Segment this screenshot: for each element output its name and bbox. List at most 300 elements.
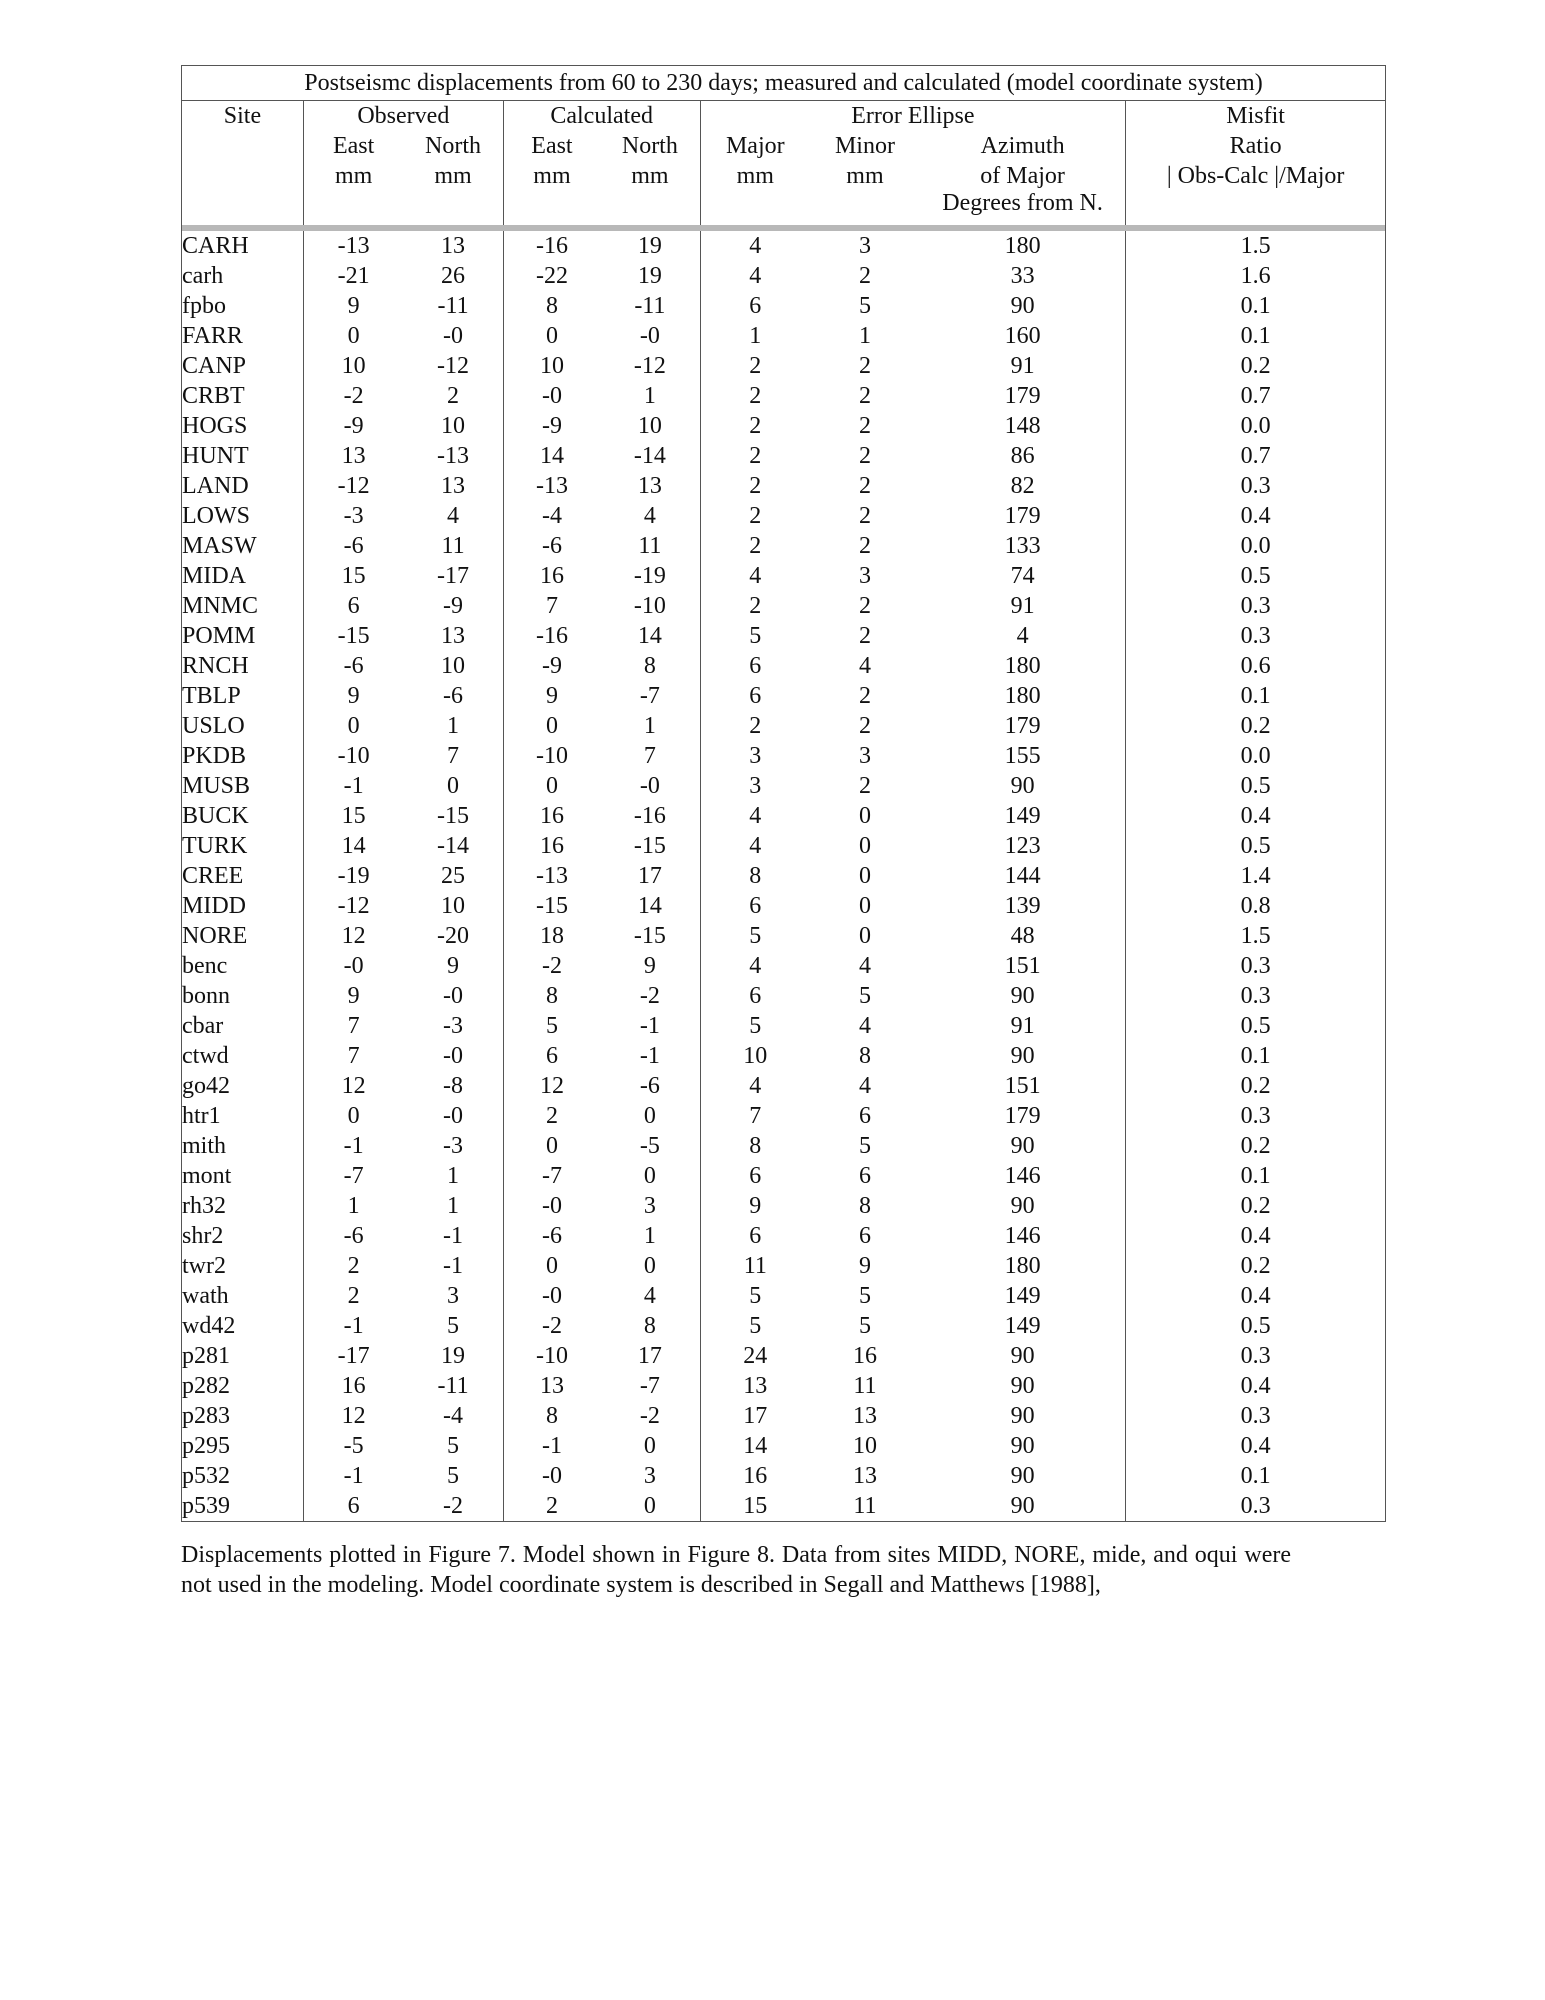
- cell-obs-north: -11: [437, 1373, 469, 1399]
- cell-misfit-ratio: 0.1: [1126, 1461, 1386, 1491]
- cell-site: rh32: [182, 1191, 304, 1221]
- cell-minor: 8: [858, 1043, 871, 1069]
- cell-misfit-ratio: 0.0: [1126, 411, 1386, 441]
- table-row: [182, 1341, 1386, 1371]
- cell-misfit-ratio: 0.3: [1126, 1341, 1386, 1371]
- cell-major: 2: [700, 501, 810, 531]
- cell-calc-north: 3: [643, 1463, 656, 1489]
- cell-site: HUNT: [182, 441, 304, 471]
- cell-misfit-ratio: 0.4: [1126, 1221, 1386, 1251]
- cell-major: 17: [700, 1401, 810, 1431]
- cell-calc-north: 19: [637, 233, 662, 259]
- cell-major: 5: [700, 1011, 810, 1041]
- cell-site: mith: [182, 1131, 304, 1161]
- cell-azimuth: 91: [1010, 1013, 1035, 1039]
- cell-calc-east: 13: [503, 1371, 600, 1401]
- cell-minor: 5: [858, 1133, 871, 1159]
- cell-azimuth: 90: [1010, 983, 1035, 1009]
- cell-azimuth: 90: [1010, 1133, 1035, 1159]
- cell-misfit-ratio: 0.3: [1126, 621, 1386, 651]
- cell-calc-east: 6: [503, 1041, 600, 1071]
- cell-major: 16: [700, 1461, 810, 1491]
- cell-obs-north: -0: [443, 323, 464, 349]
- cell-major: 4: [700, 561, 810, 591]
- cell-misfit-ratio: 0.3: [1126, 471, 1386, 501]
- subhead-obs-east: East: [303, 131, 403, 161]
- cell-site: MIDA: [182, 561, 304, 591]
- cell-obs-north: -9: [443, 593, 464, 619]
- cell-azimuth: 155: [1004, 743, 1041, 769]
- cell-calc-north: -12: [633, 353, 666, 379]
- subhead-major: Major: [700, 131, 810, 161]
- cell-calc-north: -14: [633, 443, 666, 469]
- cell-obs-east: 0: [303, 321, 403, 351]
- cell-calc-north: -2: [639, 983, 660, 1009]
- cell-minor: 2: [858, 353, 871, 379]
- cell-obs-east: -5: [303, 1431, 403, 1461]
- cell-site: HOGS: [182, 411, 304, 441]
- cell-azimuth: 90: [920, 1491, 1126, 1522]
- cell-misfit-ratio: 0.7: [1126, 381, 1386, 411]
- cell-major: 4: [700, 231, 810, 261]
- cell-misfit-ratio: 0.5: [1126, 1011, 1386, 1041]
- cell-obs-north: 13: [441, 473, 466, 499]
- cell-minor: 0: [858, 923, 871, 949]
- cell-azimuth: 144: [1004, 863, 1041, 889]
- cell-major: 9: [700, 1191, 810, 1221]
- cell-obs-east: 9: [303, 291, 403, 321]
- cell-obs-east: 7: [303, 1041, 403, 1071]
- cell-major: 10: [700, 1041, 810, 1071]
- cell-calc-east: 8: [503, 1401, 600, 1431]
- cell-site: p539: [182, 1491, 304, 1522]
- cell-site: go42: [182, 1071, 304, 1101]
- cell-site: FARR: [182, 321, 304, 351]
- cell-obs-east: 0: [303, 1101, 403, 1131]
- cell-minor: 16: [852, 1343, 877, 1369]
- cell-site: PKDB: [182, 741, 304, 771]
- table-row: [182, 1251, 1386, 1281]
- cell-obs-east: -21: [303, 261, 403, 291]
- cell-azimuth: 180: [1004, 233, 1041, 259]
- cell-minor: 5: [858, 1283, 871, 1309]
- table-row: [182, 1311, 1386, 1341]
- table-row: [182, 1161, 1386, 1191]
- cell-minor: 2: [858, 593, 871, 619]
- cell-obs-east: 2: [303, 1251, 403, 1281]
- table-row: [182, 231, 1386, 261]
- cell-obs-east: 13: [303, 441, 403, 471]
- header-calculated: Calculated: [503, 101, 700, 132]
- cell-minor: 2: [858, 443, 871, 469]
- cell-major: 5: [700, 621, 810, 651]
- cell-site: bonn: [182, 981, 304, 1011]
- cell-minor: 3: [858, 233, 871, 259]
- cell-obs-north: -8: [443, 1073, 464, 1099]
- cell-minor: 11: [853, 1373, 877, 1399]
- cell-site: NORE: [182, 921, 304, 951]
- cell-major: 4: [700, 831, 810, 861]
- cell-obs-east: 9: [303, 681, 403, 711]
- cell-major: 4: [700, 801, 810, 831]
- cell-calc-north: 0: [643, 1253, 656, 1279]
- cell-major: 1: [700, 321, 810, 351]
- displacement-table: [181, 65, 1386, 1522]
- cell-misfit-ratio: 1.4: [1126, 861, 1386, 891]
- cell-calc-east: -6: [503, 1221, 600, 1251]
- cell-obs-north: -0: [443, 1103, 464, 1129]
- cell-calc-north: 4: [643, 503, 656, 529]
- cell-calc-north: 4: [643, 1283, 656, 1309]
- cell-calc-east: 0: [503, 321, 600, 351]
- cell-obs-east: -0: [303, 951, 403, 981]
- cell-misfit-ratio: 0.2: [1126, 1071, 1386, 1101]
- cell-calc-north: 0: [643, 1163, 656, 1189]
- cell-major: 13: [700, 1371, 810, 1401]
- cell-azimuth: 48: [1010, 923, 1035, 949]
- cell-azimuth: 74: [1010, 563, 1035, 589]
- cell-calc-north: 14: [637, 623, 662, 649]
- header-error-ellipse: Error Ellipse: [700, 101, 1126, 132]
- cell-misfit-ratio: 0.1: [1126, 1041, 1386, 1071]
- cell-major: 6: [700, 981, 810, 1011]
- cell-obs-east: -6: [303, 531, 403, 561]
- cell-major: 6: [700, 291, 810, 321]
- cell-calc-east: -0: [503, 1461, 600, 1491]
- cell-calc-north: 19: [637, 263, 662, 289]
- cell-obs-north: 10: [441, 413, 466, 439]
- cell-calc-east: -10: [503, 741, 600, 771]
- cell-azimuth: 90: [1010, 1403, 1035, 1429]
- cell-obs-north: 25: [441, 863, 466, 889]
- cell-calc-north: 0: [600, 1491, 700, 1522]
- cell-calc-north: 13: [637, 473, 662, 499]
- subhead-minor: Minor: [834, 133, 895, 159]
- unit-misfit: | Obs-Calc |/Major: [1126, 161, 1386, 191]
- cell-calc-east: -2: [503, 1311, 600, 1341]
- cell-azimuth: 139: [1004, 893, 1041, 919]
- cell-obs-east: -17: [303, 1341, 403, 1371]
- cell-calc-north: -0: [639, 773, 660, 799]
- cell-azimuth: 179: [1004, 383, 1041, 409]
- cell-obs-north: -4: [443, 1403, 464, 1429]
- cell-obs-north: 3: [447, 1283, 460, 1309]
- cell-misfit-ratio: 0.5: [1126, 561, 1386, 591]
- cell-calc-east: -10: [503, 1341, 600, 1371]
- cell-obs-east: 6: [303, 1491, 403, 1522]
- cell-misfit-ratio: 0.7: [1126, 441, 1386, 471]
- table-row: [182, 1131, 1386, 1161]
- table-row: [182, 1011, 1386, 1041]
- cell-calc-east: 10: [503, 351, 600, 381]
- cell-calc-east: -2: [503, 951, 600, 981]
- cell-major: 3: [700, 741, 810, 771]
- cell-calc-east: -16: [503, 231, 600, 261]
- cell-misfit-ratio: 0.3: [1126, 981, 1386, 1011]
- cell-obs-east: -9: [303, 411, 403, 441]
- cell-obs-north: -6: [443, 683, 464, 709]
- cell-obs-east: 16: [303, 1371, 403, 1401]
- cell-obs-east: 15: [303, 801, 403, 831]
- cell-misfit-ratio: 0.1: [1126, 681, 1386, 711]
- cell-misfit-ratio: 1.5: [1126, 921, 1386, 951]
- table-row: [182, 1041, 1386, 1071]
- table-row: [182, 1281, 1386, 1311]
- table-row: [182, 411, 1386, 441]
- cell-obs-east: 12: [303, 921, 403, 951]
- cell-site: fpbo: [182, 291, 304, 321]
- cell-obs-east: -1: [303, 1311, 403, 1341]
- cell-calc-east: -13: [503, 471, 600, 501]
- cell-obs-north: -1: [443, 1253, 464, 1279]
- cell-minor: 2: [858, 713, 871, 739]
- cell-misfit-ratio: 0.2: [1126, 351, 1386, 381]
- cell-obs-east: 1: [303, 1191, 403, 1221]
- cell-azimuth: 180: [1004, 653, 1041, 679]
- cell-obs-east: -15: [303, 621, 403, 651]
- cell-calc-north: 0: [643, 1433, 656, 1459]
- cell-calc-north: 3: [643, 1193, 656, 1219]
- cell-minor: 0: [858, 863, 871, 889]
- cell-obs-north: 2: [447, 383, 460, 409]
- table-row: [182, 1191, 1386, 1221]
- cell-site: mont: [182, 1161, 304, 1191]
- cell-site: p283: [182, 1401, 304, 1431]
- cell-obs-east: 15: [303, 561, 403, 591]
- cell-misfit-ratio: 0.4: [1126, 1281, 1386, 1311]
- table-row: [182, 1401, 1386, 1431]
- cell-azimuth: 146: [1004, 1163, 1041, 1189]
- cell-misfit-ratio: 0.1: [1126, 321, 1386, 351]
- cell-obs-east: -7: [303, 1161, 403, 1191]
- cell-site: BUCK: [182, 801, 304, 831]
- subhead-azimuth: Azimuth: [980, 133, 1065, 159]
- cell-calc-east: -9: [503, 411, 600, 441]
- cell-calc-north: -19: [633, 563, 666, 589]
- cell-minor: 2: [858, 533, 871, 559]
- cell-obs-north: -2: [403, 1491, 503, 1522]
- cell-azimuth: 179: [1004, 503, 1041, 529]
- cell-site: POMM: [182, 621, 304, 651]
- cell-obs-east: -6: [303, 651, 403, 681]
- cell-site: p532: [182, 1461, 304, 1491]
- cell-calc-north: -0: [639, 323, 660, 349]
- cell-misfit-ratio: 0.3: [1126, 1401, 1386, 1431]
- cell-obs-east: 10: [303, 351, 403, 381]
- cell-major: 2: [700, 711, 810, 741]
- cell-obs-north: 5: [447, 1313, 460, 1339]
- cell-site: LAND: [182, 471, 304, 501]
- cell-site: TBLP: [182, 681, 304, 711]
- cell-site: twr2: [182, 1251, 304, 1281]
- header-observed: Observed: [303, 101, 503, 132]
- cell-site: p295: [182, 1431, 304, 1461]
- cell-major: 7: [700, 1101, 810, 1131]
- cell-azimuth: 149: [1004, 803, 1041, 829]
- table-row: [182, 921, 1386, 951]
- unit-calc-north: mm: [631, 163, 669, 189]
- cell-obs-east: -6: [303, 1221, 403, 1251]
- unit-azimuth: of Major: [980, 163, 1065, 189]
- cell-calc-east: -9: [503, 651, 600, 681]
- cell-calc-north: -11: [634, 293, 666, 319]
- cell-calc-north: 8: [643, 1313, 656, 1339]
- table-row: [182, 861, 1386, 891]
- cell-azimuth: 4: [1016, 623, 1029, 649]
- cell-misfit-ratio: 0.5: [1126, 831, 1386, 861]
- cell-major: 5: [700, 921, 810, 951]
- cell-minor: 2: [858, 773, 871, 799]
- cell-azimuth: 90: [1010, 1463, 1035, 1489]
- cell-major: 2: [700, 531, 810, 561]
- subhead-obs-north: North: [425, 133, 482, 159]
- table-row: [182, 801, 1386, 831]
- cell-site: ctwd: [182, 1041, 304, 1071]
- table-row: [182, 291, 1386, 321]
- table-row: [182, 621, 1386, 651]
- cell-major: 5: [700, 1281, 810, 1311]
- cell-minor: 11: [810, 1491, 920, 1522]
- cell-obs-north: 1: [447, 1193, 460, 1219]
- cell-azimuth: 90: [1010, 1373, 1035, 1399]
- cell-minor: 6: [858, 1223, 871, 1249]
- cell-calc-north: 14: [637, 893, 662, 919]
- table-row: [182, 981, 1386, 1011]
- cell-major: 5: [700, 1311, 810, 1341]
- cell-azimuth: 148: [1004, 413, 1041, 439]
- cell-obs-north: -15: [437, 803, 470, 829]
- table-row: [182, 1431, 1386, 1461]
- cell-minor: 1: [858, 323, 871, 349]
- cell-major: 6: [700, 1221, 810, 1251]
- table-row: [182, 951, 1386, 981]
- cell-obs-north: 5: [447, 1433, 460, 1459]
- cell-site: carh: [182, 261, 304, 291]
- cell-azimuth: 179: [1004, 713, 1041, 739]
- table-row: [182, 531, 1386, 561]
- cell-site: htr1: [182, 1101, 304, 1131]
- cell-calc-east: 16: [503, 801, 600, 831]
- cell-site: CRBT: [182, 381, 304, 411]
- cell-obs-north: -1: [443, 1223, 464, 1249]
- cell-azimuth: 160: [1004, 323, 1041, 349]
- table-row: [182, 1461, 1386, 1491]
- cell-obs-north: 11: [441, 533, 465, 559]
- cell-calc-east: 2: [503, 1491, 600, 1522]
- cell-calc-east: -0: [503, 1191, 600, 1221]
- cell-misfit-ratio: 0.2: [1126, 1131, 1386, 1161]
- table-row: [182, 561, 1386, 591]
- cell-site: wath: [182, 1281, 304, 1311]
- cell-calc-north: -15: [633, 833, 666, 859]
- table-row: [182, 681, 1386, 711]
- cell-obs-east: 14: [303, 831, 403, 861]
- cell-misfit-ratio: 0.8: [1126, 891, 1386, 921]
- cell-calc-north: -15: [633, 923, 666, 949]
- cell-azimuth: 91: [1010, 353, 1035, 379]
- cell-obs-north: -0: [443, 983, 464, 1009]
- cell-major: 3: [700, 771, 810, 801]
- cell-obs-north: 5: [447, 1463, 460, 1489]
- cell-misfit-ratio: 0.4: [1126, 801, 1386, 831]
- cell-misfit-ratio: 1.5: [1126, 231, 1386, 261]
- cell-obs-north: 9: [447, 953, 460, 979]
- cell-calc-north: -2: [639, 1403, 660, 1429]
- cell-obs-east: 7: [303, 1011, 403, 1041]
- cell-site: MUSB: [182, 771, 304, 801]
- cell-azimuth: 151: [1004, 953, 1041, 979]
- cell-calc-north: 1: [643, 383, 656, 409]
- cell-calc-north: 7: [643, 743, 656, 769]
- cell-calc-east: 9: [503, 681, 600, 711]
- cell-minor: 9: [858, 1253, 871, 1279]
- cell-site: CARH: [182, 231, 304, 261]
- cell-obs-north: -11: [437, 293, 469, 319]
- cell-obs-north: -14: [437, 833, 470, 859]
- cell-calc-east: 16: [503, 561, 600, 591]
- cell-calc-east: 8: [503, 291, 600, 321]
- cell-major: 15: [700, 1491, 810, 1522]
- cell-calc-north: 11: [638, 533, 662, 559]
- cell-minor: 10: [852, 1433, 877, 1459]
- cell-azimuth: 90: [1010, 1343, 1035, 1369]
- cell-site: benc: [182, 951, 304, 981]
- cell-azimuth: 82: [1010, 473, 1035, 499]
- cell-calc-north: -7: [639, 1373, 660, 1399]
- cell-obs-east: -3: [303, 501, 403, 531]
- unit-minor: mm: [846, 163, 884, 189]
- table-row: [182, 1491, 1386, 1522]
- cell-calc-east: -1: [503, 1431, 600, 1461]
- cell-obs-north: 10: [441, 893, 466, 919]
- cell-azimuth: 146: [1004, 1223, 1041, 1249]
- cell-calc-north: -7: [639, 683, 660, 709]
- cell-site: cbar: [182, 1011, 304, 1041]
- cell-site: MASW: [182, 531, 304, 561]
- cell-site: RNCH: [182, 651, 304, 681]
- cell-obs-east: 9: [303, 981, 403, 1011]
- table-row: [182, 891, 1386, 921]
- cell-site: MNMC: [182, 591, 304, 621]
- cell-calc-east: 0: [503, 771, 600, 801]
- header-site: Site: [182, 101, 304, 132]
- cell-azimuth: 90: [1010, 293, 1035, 319]
- cell-azimuth: 179: [1004, 1103, 1041, 1129]
- cell-minor: 8: [858, 1193, 871, 1219]
- cell-obs-east: -1: [303, 771, 403, 801]
- cell-obs-east: 12: [303, 1071, 403, 1101]
- cell-azimuth: 33: [1010, 263, 1035, 289]
- cell-calc-north: -5: [639, 1133, 660, 1159]
- cell-major: 4: [700, 1071, 810, 1101]
- cell-calc-north: 1: [643, 713, 656, 739]
- cell-obs-east: 2: [303, 1281, 403, 1311]
- cell-calc-east: 7: [503, 591, 600, 621]
- cell-calc-east: -0: [503, 1281, 600, 1311]
- cell-site: shr2: [182, 1221, 304, 1251]
- cell-azimuth: 123: [1004, 833, 1041, 859]
- cell-misfit-ratio: 0.5: [1126, 1311, 1386, 1341]
- cell-calc-east: 18: [503, 921, 600, 951]
- cell-calc-north: 9: [643, 953, 656, 979]
- cell-misfit-ratio: 0.0: [1126, 531, 1386, 561]
- cell-major: 6: [700, 891, 810, 921]
- cell-obs-east: -1: [303, 1461, 403, 1491]
- cell-major: 2: [700, 591, 810, 621]
- subhead-calc-east: East: [503, 131, 600, 161]
- cell-azimuth: 149: [1004, 1283, 1041, 1309]
- cell-minor: 2: [858, 623, 871, 649]
